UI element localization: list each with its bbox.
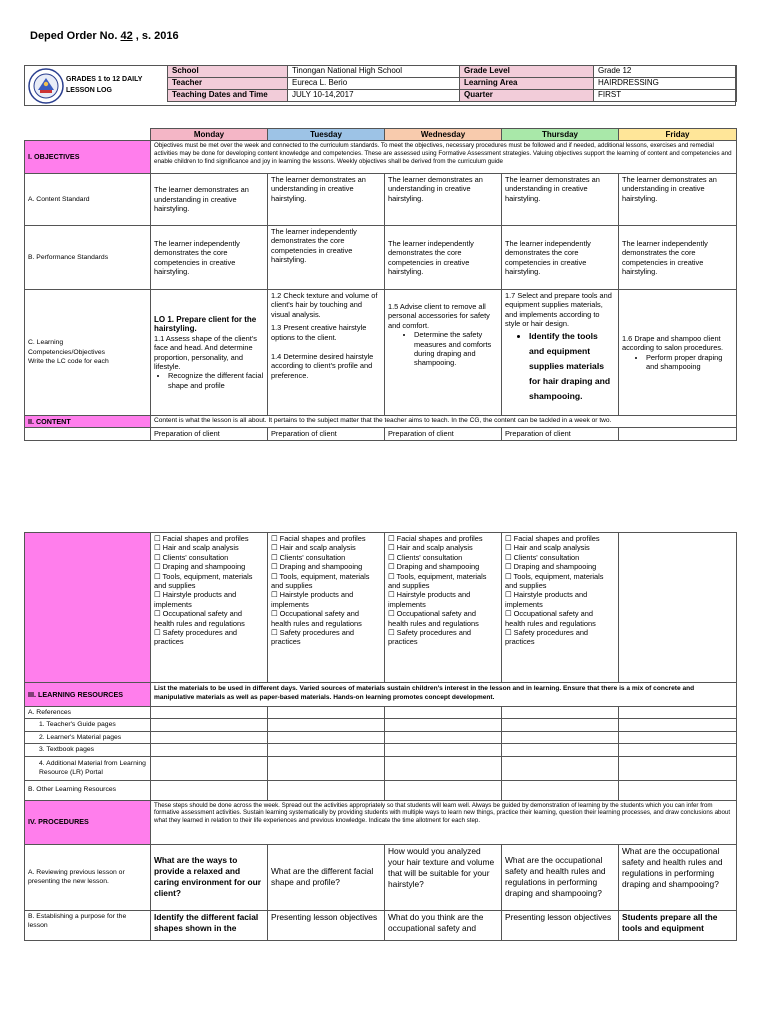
topic-safety: ☐ Safety procedures and practices [154,628,238,647]
competencies-label-line1: C. Learning [28,339,64,347]
value-quarter: FIRST [594,90,737,102]
topic-products: ☐ Hairstyle products and implements [505,590,588,609]
procedure-a-wednesday: How would you analyzed your hair texture and volume that will be suitable for your hairstyle? [385,844,502,910]
topics-label-blank [25,533,151,683]
deped-seal-icon [28,68,64,104]
value-learning-area: HAIRDRESSING [594,78,737,90]
day-header-row [25,129,737,141]
dll-title-line1: GRADES 1 to 12 DAILY [66,76,143,83]
label-quarter: Quarter [460,90,594,102]
topic-hair-scalp: ☐ Hair and scalp analysis [154,543,239,553]
resource-label-lr-portal: 4. Additional Material from Learning Resource (LR) Portal [25,756,151,780]
competencies-row [25,290,737,416]
performance-standards-tuesday: The learner independently demonstrates the core competencies in creative hairstyling. [268,226,385,290]
topic-consultation: ☐ Clients' consultation [271,552,346,562]
lesson-log-table-resources [24,532,737,941]
content-row [25,416,737,428]
value-grade-level: Grade 12 [594,66,737,78]
order-suffix: , s. 2016 [135,30,179,42]
competencies-wednesday [385,290,502,416]
content-standard-wednesday: The learner demonstrates an understanding in creative hairstyling. [385,174,502,226]
order-prefix: Deped Order No. [30,30,118,42]
competencies-friday [619,290,737,416]
topic-draping: ☐ Draping and shampooing [505,562,597,572]
procedure-b-label: B. Establishing a purpose for the lesson [25,910,151,940]
competencies-label [25,290,151,416]
topic-tools: ☐ Tools, equipment, materials and supplies [271,571,370,591]
content-standard-monday: The learner demonstrates an understanding in creative hairstyling. [151,174,268,226]
procedure-b-monday: Identify the different facial shapes shown in the [151,910,268,940]
content-friday [619,428,737,440]
topic-safety: ☐ Safety procedures and practices [388,628,472,647]
competencies-monday-text: 1.1 Assess shape of the client's face and head. And determine proportion, personality, and lifestyle. [154,333,257,371]
topic-consultation: ☐ Clients' consultation [154,552,229,562]
procedure-b-friday: Students prepare all the tools and equipment [619,910,737,940]
competencies-monday-title: LO 1. Prepare client for the hairstyling. [154,314,257,334]
competencies-friday-bullet: • Perform proper draping and shampooing [646,353,733,372]
label-learning-area: Learning Area [460,78,594,90]
resource-label-other: B. Other Learning Resources [25,780,151,800]
procedure-a-thursday: What are the occupational safety and health rules and regulations in performing draping and shampooing? [502,844,619,910]
resource-row-references [25,707,737,719]
procedures-note: These steps should be done across the week. Spread out the activities appropriately so that students will learn well. Always be guided by demonstration of learning by the students which you can infer from formative assessment activities. Sustain learning systematically by providing students with multiple ways to learn new things, practice their learning, question their learning processes, and draw conclusions about what they learned in relation to their life experiences and previous knowledge. Indicate the time allotment for each step. [151,800,737,844]
topic-facial-shapes: ☐ Facial shapes and profiles [388,534,483,543]
topic-hair-scalp: ☐ Hair and scalp analysis [271,543,356,553]
content-label: II. CONTENT [25,416,151,428]
competencies-thursday-text: 1.7 Select and prepare tools and equipment supplies materials, and implements according to style or hair design. [505,291,612,329]
procedure-b-tuesday: Presenting lesson objectives [268,910,385,940]
header-info-table [167,65,737,102]
competencies-label-line3: Write the LC code for each [28,358,109,366]
topic-tools: ☐ Tools, equipment, materials and supplies [154,571,253,591]
resource-label-textbook: 3. Textbook pages [25,744,151,756]
resource-row-other [25,780,737,800]
topics-row [25,533,737,683]
performance-standards-wednesday: The learner independently demonstrates the core competencies in creative hairstyling. [385,226,502,290]
performance-standards-label: B. Performance Standards [25,226,151,290]
topic-facial-shapes: ☐ Facial shapes and profiles [154,534,249,543]
content-standard-label: A. Content Standard [25,174,151,226]
dll-title-line2: LESSON LOG [66,87,112,94]
content-standard-friday: The learner demonstrates an understanding in creative hairstyling. [619,174,737,226]
competencies-tuesday [268,290,385,416]
content-monday: Preparation of client [151,428,268,440]
content-tuesday: Preparation of client [268,428,385,440]
topics-wednesday [385,533,502,683]
header-row-teacher [168,78,737,90]
day-wednesday: Wednesday [385,129,502,141]
resources-note: List the materials to be used in different days. Varied sources of materials sustain children's interest in the lesson and in learning. Ensure that there is a mix of concrete and manipulative materials as well as paper-based materials. Hands-on learning promotes concept development. [151,683,737,707]
topics-tuesday [268,533,385,683]
procedures-row [25,800,737,844]
topic-hair-scalp: ☐ Hair and scalp analysis [388,543,473,553]
competencies-thursday-bullet: • Identify the tools and equipment supplies materials for hair draping and shampooing. [529,329,615,404]
procedure-a-label: A. Reviewing previous lesson or presenting the new lesson. [25,844,151,910]
value-dates: JULY 10-14,2017 [288,90,460,102]
topic-draping: ☐ Draping and shampooing [154,562,246,572]
topic-safety: ☐ Safety procedures and practices [505,628,589,647]
competencies-tuesday-p1: 1.2 Check texture and volume of client's hair by touching and visual analysis. [271,291,378,319]
content-wednesday: Preparation of client [385,428,502,440]
performance-standards-monday: The learner independently demonstrates the core competencies in creative hairstyling. [151,226,268,290]
day-tuesday: Tuesday [268,129,385,141]
day-friday: Friday [619,129,737,141]
procedures-label: IV. PROCEDURES [25,800,151,844]
procedure-a-tuesday: What are the different facial shape and profile? [268,844,385,910]
objectives-label: I. OBJECTIVES [25,141,151,174]
value-school: Tinongan National High School [288,66,460,78]
competencies-monday [151,290,268,416]
content-values-row [25,428,737,440]
performance-standards-row [25,226,737,290]
topic-ohs: ☐ Occupational safety and health rules and regulations [388,609,479,628]
content-standard-thursday: The learner demonstrates an understanding in creative hairstyling. [502,174,619,226]
procedure-b-row [25,910,737,940]
header-row-dates [168,90,737,102]
resources-label: III. LEARNING RESOURCES [25,683,151,707]
competencies-tuesday-p2: 1.3 Present creative hairstyle options to the client. [271,323,367,342]
procedure-a-friday: What are the occupational safety and health rules and regulations in performing draping and shampooing? [619,844,737,910]
label-grade-level: Grade Level [460,66,594,78]
resource-label-lm: 2. Learner's Material pages [25,731,151,743]
topic-products: ☐ Hairstyle products and implements [271,590,354,609]
header-row-school [168,66,737,78]
topic-safety: ☐ Safety procedures and practices [271,628,355,647]
dll-title [66,74,142,96]
competencies-friday-text: 1.6 Drape and shampoo client according to salon procedures. [622,333,724,353]
resource-label-references: A. References [25,707,151,719]
topic-tools: ☐ Tools, equipment, materials and supplies [388,571,487,591]
label-school: School [168,66,288,78]
topic-ohs: ☐ Occupational safety and health rules and regulations [154,609,245,628]
topic-facial-shapes: ☐ Facial shapes and profiles [505,534,600,543]
day-thursday: Thursday [502,129,619,141]
topic-tools: ☐ Tools, equipment, materials and supplies [505,571,604,591]
content-standard-row [25,174,737,226]
procedure-b-wednesday: What do you think are the occupational safety and [385,910,502,940]
content-thursday: Preparation of client [502,428,619,440]
procedure-a-monday: What are the ways to provide a relaxed and caring environment for our client? [151,844,268,910]
label-teacher: Teacher [168,78,288,90]
topic-hair-scalp: ☐ Hair and scalp analysis [505,543,590,553]
resource-label-tg: 1. Teacher's Guide pages [25,719,151,731]
topics-friday [619,533,737,683]
topic-products: ☐ Hairstyle products and implements [388,590,471,609]
competencies-label-line2: Competencies/Objectives [28,348,106,356]
resource-row-lr-portal [25,756,737,780]
performance-standards-thursday: The learner independently demonstrates the core competencies in creative hairstyling. [502,226,619,290]
content-standard-tuesday: The learner demonstrates an understanding in creative hairstyling. [268,174,385,226]
performance-standards-friday: The learner independently demonstrates the core competencies in creative hairstyling. [619,226,737,290]
topic-ohs: ☐ Occupational safety and health rules and regulations [271,609,362,628]
topic-draping: ☐ Draping and shampooing [388,562,480,572]
topic-consultation: ☐ Clients' consultation [505,552,580,562]
competencies-monday-bullet: • Recognize the different facial shape and profile [168,371,264,390]
objectives-row [25,141,737,174]
topics-monday [151,533,268,683]
competencies-wednesday-bullet: • Determine the safety measures and comforts during draping and shampooing. [414,330,498,368]
resource-row-lm [25,731,737,743]
competencies-thursday [502,290,619,416]
procedure-b-thursday: Presenting lesson objectives [502,910,619,940]
value-teacher: Eureca L. Berio [288,78,460,90]
label-dates: Teaching Dates and Time [168,90,288,102]
topic-products: ☐ Hairstyle products and implements [154,590,237,609]
topic-consultation: ☐ Clients' consultation [388,552,463,562]
lesson-log-table-objectives [24,128,737,441]
topic-facial-shapes: ☐ Facial shapes and profiles [271,534,366,543]
competencies-tuesday-p3: 1.4 Determine desired hairstyle according to client's profile and preference. [271,352,374,380]
order-number: 42 [120,30,133,42]
topic-ohs: ☐ Occupational safety and health rules and regulations [505,609,596,628]
competencies-wednesday-text: 1.5 Advise client to remove all personal accessories for safety and comfort. [388,302,490,330]
procedure-a-row [25,844,737,910]
topics-thursday [502,533,619,683]
objectives-note: Objectives must be met over the week and connected to the curriculum standards. To meet the objectives, necessary procedures must be followed and if needed, additional lessons, exercises and remedial activities may be done for developing content knowledge and competencies. These are assessed using Formative Assessment strategies. Valuing objectives support the learning of content and competencies and enable children to find significance and joy in learning the lessons. Weekly objectives shall be derived from the curriculum guide [151,141,737,174]
resources-row [25,683,737,707]
deped-order-line [30,30,179,42]
day-monday: Monday [151,129,268,141]
resource-row-textbook [25,744,737,756]
content-note: Content is what the lesson is all about. It pertains to the subject matter that the teacher aims to teach. In the CG, the content can be tackled in a week or two. [151,416,737,428]
topic-draping: ☐ Draping and shampooing [271,562,363,572]
resource-row-tg [25,719,737,731]
